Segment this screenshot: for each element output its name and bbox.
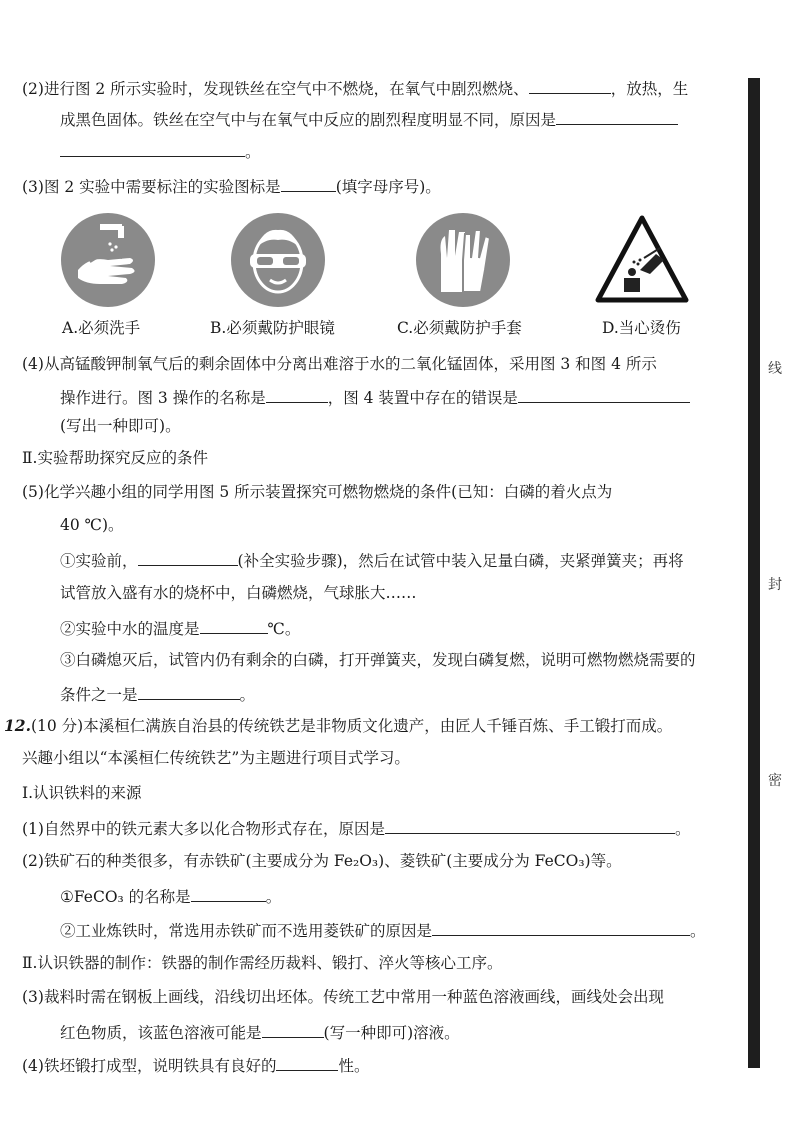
answer-blank[interactable] xyxy=(191,885,266,902)
icon-caption-d: D.当心烫伤 xyxy=(602,319,681,337)
q11-p5-line1 xyxy=(22,482,612,502)
q12-p2-2-line xyxy=(60,919,706,941)
q12-p3-text-c: (写一种即可)溶液。 xyxy=(323,1024,460,1042)
q12-p3-line2 xyxy=(60,1021,460,1043)
answer-blank[interactable] xyxy=(200,617,268,634)
answer-blank[interactable] xyxy=(556,108,678,125)
q12-p2-1-end: 。 xyxy=(265,888,282,906)
q12-head-text2: 兴趣小组以“本溪桓仁传统铁艺”为主题进行项目式学习。 xyxy=(22,749,410,767)
q11-p5-text-c1: ①实验前， xyxy=(60,552,138,570)
q11-p5-line6 xyxy=(60,650,696,670)
q12-p1-line xyxy=(22,817,690,839)
q11-p5-line5 xyxy=(60,617,300,639)
q12-head-line2 xyxy=(22,748,410,768)
q11-p2-line2 xyxy=(60,108,678,130)
binding-rule xyxy=(748,78,760,1068)
q12-p2-1-text: ①FeCO₃ 的名称是 xyxy=(60,888,191,906)
q11-p5-line3 xyxy=(60,549,684,571)
q11-p3-text-b: (填字母序号)。 xyxy=(335,178,441,196)
q12-p3-text-a: (3)裁料时需在钢板上画线，沿线切出坯体。传统工艺中常用一种蓝色溶液画线，画线处会出现 xyxy=(22,988,664,1006)
q11-p5-text-g2: 。 xyxy=(239,686,256,704)
answer-blank[interactable] xyxy=(518,386,690,403)
q11-section-2 xyxy=(22,448,208,468)
q11-p5-text-c2: (补全实验步骤)，然后在试管中装入足量白磷，夹紧弹簧夹；再将 xyxy=(237,552,684,570)
q11-p3-line xyxy=(22,175,441,197)
q12-p1-end: 。 xyxy=(674,820,691,838)
q12-section-1 xyxy=(22,783,142,803)
q12-head-text: (10 分)本溪桓仁满族自治县的传统铁艺是非物质文化遗产，由匠人千锤百炼、手工锻打而成。 xyxy=(30,717,673,735)
q12-p4-line xyxy=(22,1054,369,1076)
q12-p3-line1 xyxy=(22,987,664,1007)
margin-label-line: 线 xyxy=(768,361,782,377)
q11-p5-line7 xyxy=(60,683,255,705)
q11-p5-text-f: ③白磷熄灭后，试管内仍有剩余的白磷，打开弹簧夹，发现白磷复燃，说明可燃物燃烧需要的 xyxy=(60,651,696,669)
answer-blank[interactable] xyxy=(60,140,245,157)
section-heading: Ⅰ.认识铁料的来源 xyxy=(22,784,142,802)
q11-p4-text-a: (4)从高锰酸钾制氧气后的剩余固体中分离出难溶于水的二氧化锰固体，采用图 3 和图 4 所示 xyxy=(22,355,657,373)
q11-p2-text-b: ，放热，生 xyxy=(610,80,689,98)
q12-p3-text-b: 红色物质，该蓝色溶液可能是 xyxy=(60,1024,262,1042)
q12-head-line1 xyxy=(4,716,672,736)
answer-blank[interactable] xyxy=(138,549,238,566)
answer-blank[interactable] xyxy=(432,919,690,936)
margin-label-close: 密 xyxy=(768,773,782,789)
q12-section-2 xyxy=(22,953,502,973)
gloves-icon xyxy=(415,212,511,308)
q11-p4-text-b: 操作进行。图 3 操作的名称是 xyxy=(60,389,266,407)
q11-p5-text-b: 40 ℃)。 xyxy=(60,516,124,534)
hot-warning-icon xyxy=(594,212,690,308)
margin-label-seal: 封 xyxy=(768,577,782,593)
q11-p2-text-d: 。 xyxy=(245,143,261,161)
q12-p4-text-b: 性。 xyxy=(338,1057,370,1075)
q11-p5-text-g1: 条件之一是 xyxy=(60,686,138,704)
q11-p5-line2 xyxy=(60,515,124,535)
answer-blank[interactable] xyxy=(138,683,240,700)
q12-p2-text: (2)铁矿石的种类很多，有赤铁矿(主要成分为 Fe₂O₃)、菱铁矿(主要成分为 FeCO₃)等。 xyxy=(22,852,622,870)
q11-p2-line1 xyxy=(22,77,688,99)
section-heading: Ⅱ.实验帮助探究反应的条件 xyxy=(22,449,208,467)
answer-blank[interactable] xyxy=(276,1054,338,1071)
q11-p2-text-c: 成黑色固体。铁丝在空气中与在氧气中反应的剧烈程度明显不同，原因是 xyxy=(60,111,557,129)
q11-p5-text-d: 试管放入盛有水的烧杯中，白磷燃烧，气球胀大…… xyxy=(60,584,417,602)
q12-p2-2-text: ②工业炼铁时，常选用赤铁矿而不选用菱铁矿的原因是 xyxy=(60,922,433,940)
q12-p2-line xyxy=(22,851,622,871)
answer-blank[interactable] xyxy=(529,77,611,94)
icon-caption-a: A.必须洗手 xyxy=(62,319,141,337)
q11-p4-text-d: (写出一种即可)。 xyxy=(60,417,181,435)
q11-p4-line1 xyxy=(22,354,657,374)
answer-blank[interactable] xyxy=(385,817,675,834)
q12-p2-1-line xyxy=(60,885,281,907)
q11-p4-line3 xyxy=(60,416,181,436)
q11-p3-text-a: (3)图 2 实验中需要标注的实验图标是 xyxy=(22,178,281,196)
answer-blank[interactable] xyxy=(262,1021,324,1038)
q11-p5-text-e1: ②实验中水的温度是 xyxy=(60,620,200,638)
q12-p1-text: (1)自然界中的铁元素大多以化合物形式存在，原因是 xyxy=(22,820,385,838)
icon-caption-b: B.必须戴防护眼镜 xyxy=(210,319,335,337)
q11-p2-text-a: (2)进行图 2 所示实验时，发现铁丝在空气中不燃烧，在氧气中剧烈燃烧、 xyxy=(22,80,529,98)
question-number: 12. xyxy=(4,716,31,735)
answer-blank[interactable] xyxy=(266,386,328,403)
section-heading: Ⅱ.认识铁器的制作：铁器的制作需经历裁料、锻打、淬火等核心工序。 xyxy=(22,954,503,972)
icon-caption-c: C.必须戴防护手套 xyxy=(397,319,522,337)
q11-p5-line4 xyxy=(60,583,417,603)
q11-p2-line3 xyxy=(60,140,261,162)
wash-hands-icon xyxy=(60,212,156,308)
q11-p4-line2 xyxy=(60,386,690,408)
q11-p5-text-a: (5)化学兴趣小组的同学用图 5 所示装置探究可燃物燃烧的条件(已知：白磷的着火点为 xyxy=(22,483,613,501)
q12-p4-text-a: (4)铁坯锻打成型，说明铁具有良好的 xyxy=(22,1057,277,1075)
q12-p2-2-end: 。 xyxy=(690,922,706,940)
answer-blank[interactable] xyxy=(281,175,336,192)
q11-p4-text-c: ，图 4 装置中存在的错误是 xyxy=(327,389,518,407)
goggles-icon xyxy=(230,212,326,308)
q11-p5-text-e2: ℃。 xyxy=(267,620,301,638)
